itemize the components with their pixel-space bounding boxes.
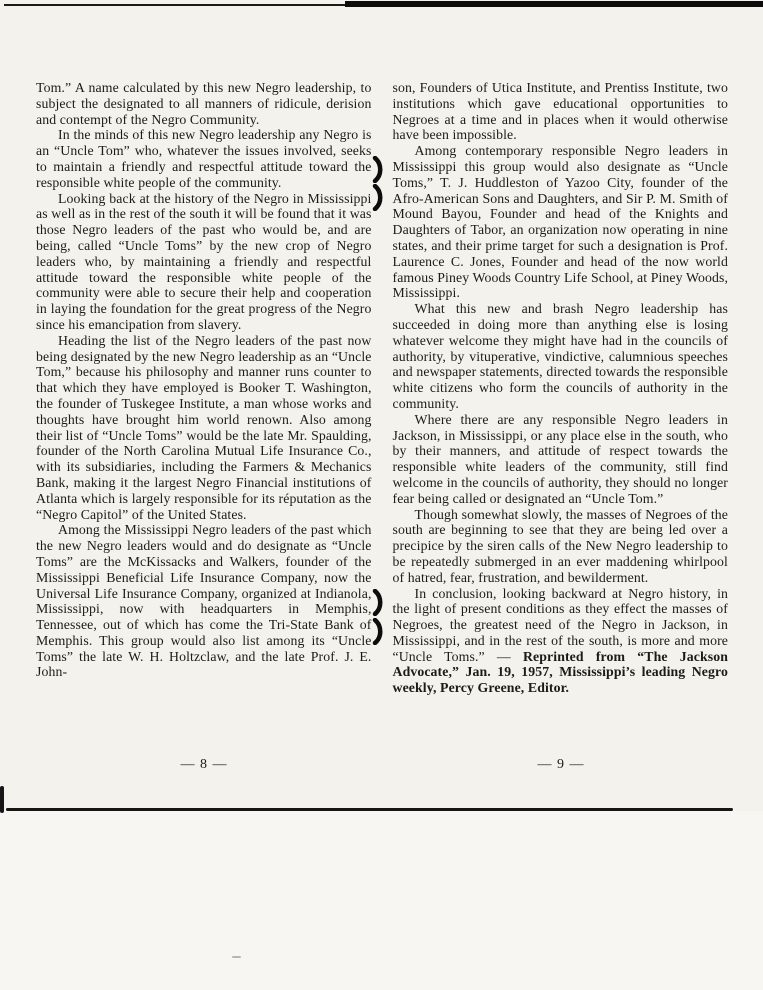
paragraph: Tom.” A name calculated by this new Negro leadership, to subject the designated to all manners of ridicule, derision and contempt of the Negro Community.: [36, 80, 372, 127]
scan-left-corner-mark: [0, 786, 4, 813]
paragraph: Heading the list of the Negro leaders of the past now being designated by the new Negro leadership as an “Uncle Tom,” because his philosophy and manner runs counter to that which they have employed is Booker T. Washington, the founder of Tuskegee Institute, a man whose works and thoughts have brought him world renown. Also among their list of “Uncle Toms” would be the late Mr. Spaulding, founder of the North Carolina Mutual Life Insurance Co., with its subsidiaries, including the Farmers & Mechanics Bank, making it the largest Negro Financial institutions of Atlanta which is largely responsible for its réputation as the “Negro Capitol” of the United States.: [36, 332, 372, 522]
paragraph: Where there are any responsible Negro leaders in Jackson, in Mississippi, or any place else in the south, who by their manners, and attitude of respect towards the responsible white leaders of the community, still find welcome in the councils of authority, they should no longer fear being called or designated an “Uncle Tom.”: [392, 411, 728, 506]
right-column-page-9: [393, 80, 729, 696]
paragraph: Though somewhat slowly, the masses of Negroes of the south are beginning to see that they are being led over a precipice by the siren calls of the New Negro leadership to be repeatedly submerged in an ever maddening whirlpool of hatred, fear, frustration, and bewilderment.: [392, 506, 728, 585]
left-column-page-8: [36, 80, 372, 696]
closing-attribution: Reprinted from “The Jackson Advocate,” Jan. 19, 1957, Mississippi’s leading Negro weekly, Percy Greene, Editor.: [392, 648, 728, 696]
paragraph: Looking back at the history of the Negro in Mississippi as well as in the rest of the south it will be found that it was those Negro leaders of the past who would be, and are being, called “Uncle Toms” by the new crop of Negro leaders who, by maintaining a friendly and respectful attitude toward the responsible white people of the community were able to secure their help and cooperation in laying the foundation for the great progress of the Negro since his emancipation from slavery.: [36, 190, 372, 332]
paragraph: Among contemporary responsible Negro leaders in Mississippi this group would also designate as “Uncle Toms,” T. J. Huddleston of Yazoo City, founder of the Afro-American Sons and Daughters, and Sir P. M. Smith of Mound Bayou, Founder and head of the Knights and Daughters of Tabor, an organization now operating in nine states, and their prime target for such a designation is Prof. Laurence C. Jones, Founder and head of the now world famous Piney Woods Country Life School, at Piney Woods, Mississippi.: [392, 143, 728, 301]
paragraph: Among the Mississippi Negro leaders of the past which the new Negro leaders would and do designate as “Uncle Toms” are the McKissacks and Walkers, founder of the Mississippi Beneficial Life Insurance Company, now the Universal Life Insurance Company, organized at Indianola, Mississippi, now with headquarters in Memphis, Tennessee, out of which has come the Tri-State Bank of Memphis. This group would also list among its “Uncle Toms” the late W. H. Holtzclaw, and the late Prof. J. E. John-: [36, 522, 372, 680]
closing-paragraph: [393, 586, 729, 697]
closing-text: In conclusion, looking backward at Negro history, in the light of present conditions as they effect the masses of Negroes, the greatest need of the Negro in Jackson, in Mississippi, and in the rest of the south, is more and more “Uncle Toms.” —: [392, 585, 728, 664]
scan-top-edge-heavy-line: [345, 1, 763, 7]
paragraph: What this new and brash Negro leadership has succeeded in doing more than anything else is losing whatever welcome they might have had in the councils of authority, by vituperative, vindictive, calumnious speeches and newspaper statements, directed towards the responsible white citizens who form the councils of authority in the community.: [392, 301, 728, 411]
page-number-9: — 9 —: [537, 757, 585, 772]
paragraph: In the minds of this new Negro leadership any Negro is an “Uncle Tom” who, whatever the issues involved, seeks to maintain a friendly and respectful attitude toward the responsible white people of the community.: [36, 127, 372, 190]
scanner-background: [0, 811, 763, 990]
text-block: [36, 80, 728, 696]
page-number-8: — 8 —: [180, 757, 228, 772]
scan-speck: [232, 956, 241, 958]
paragraph: son, Founders of Utica Institute, and Prentiss Institute, two institutions which gave educational opportunities to Negroes at a time and in places when it would otherwise have been impossible.: [392, 80, 728, 143]
scan-bottom-edge-line: [6, 808, 733, 811]
